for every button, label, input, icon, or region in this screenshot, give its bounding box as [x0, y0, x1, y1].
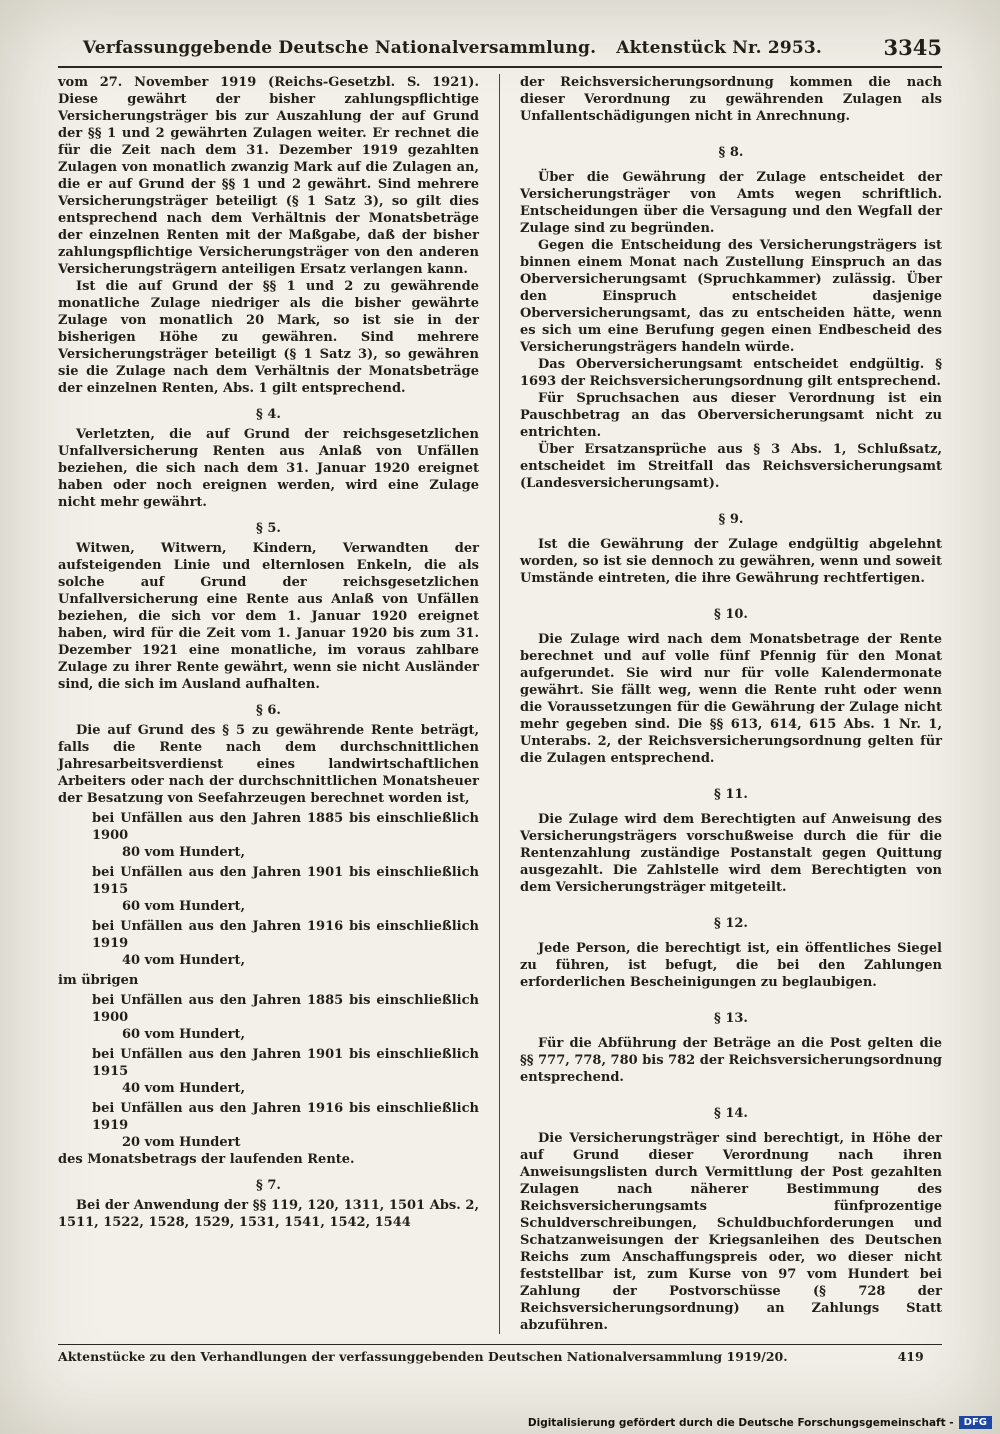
text-columns [58, 74, 942, 1334]
page-number: 3345 [883, 35, 942, 60]
section-heading: § 5. [256, 521, 281, 536]
list-value: 60 vom Hundert, [122, 1027, 246, 1042]
paragraph: Witwen, Witwern, Kindern, Verwandten der aufsteigenden Linie und elternlosen Enkeln, die als solche auf Grund der reichsgesetzlichen Unfallversicherung eine Rente aus Anlaß von Unfällen beziehen, die sich vor dem 1. Januar 1920 ereignet haben, wird für die Zeit vom 1. Januar 1920 bis zum 31. Dezember 1921 eine monatliche, im voraus zahlbare Zulage zu ihrer Rente gewährt, wenn sie nicht Ausländer sind, die sich im Ausland aufhalten. [58, 541, 479, 692]
section-heading: § 14. [714, 1106, 748, 1121]
paragraph: der Reichsversicherungsordnung kommen die nach dieser Verordnung zu gewährenden Zulagen als Unfallentschädigungen nicht in Anrechnung. [520, 75, 942, 124]
paragraph: Gegen die Entscheidung des Versicherungsträgers ist binnen einem Monat nach Zustellung Einspruch an das Oberversicherungsamt (Spruchkammer) zulässig. Über den Einspruch entscheidet dasjenige Oberversicherungsamt, das zu entscheiden hätte, wenn es sich um eine Berufung gegen einen Endbescheid des Versicherungsträgers handeln würde. [520, 238, 942, 355]
list-item: bei Unfällen aus den Jahren 1916 bis einschließlich 1919 [92, 1101, 479, 1133]
paragraph: Die Zulage wird dem Berechtigten auf Anweisung des Versicherungsträgers vorschußweise durch die für die Rentenzahlung zuständige Postanstalt gegen Quittung ausgezahlt. Die Zahlstelle wird dem Berechtigten von dem Versicherungsträger mitgeteilt. [520, 812, 942, 895]
footer-text: Aktenstücke zu den Verhandlungen der verfassunggebenden Deutschen Nationalversammlung 1919/20. [58, 1349, 788, 1364]
paragraph: des Monatsbetrags der laufenden Rente. [58, 1152, 355, 1167]
header-docnum: Aktenstück Nr. 2953. [616, 38, 823, 58]
paragraph: Für Spruchsachen aus dieser Verordnung ist ein Pauschbetrag an das Oberversicherungsamt nicht zu entrichten. [520, 391, 942, 440]
paragraph: Verletzten, die auf Grund der reichsgesetzlichen Unfallversicherung Renten aus Anlaß von Unfällen beziehen, die sich nach dem 31. Januar 1920 ereignet haben oder noch ereignen werden, wird eine Zulage nicht mehr gewährt. [58, 427, 479, 510]
section-heading: § 4. [256, 407, 281, 422]
page-footer [58, 1344, 942, 1364]
credit-text: Digitalisierung gefördert durch die Deutsche Forschungsgemeinschaft - [527, 1416, 954, 1429]
section-heading: § 6. [256, 703, 281, 718]
list-item: bei Unfällen aus den Jahren 1885 bis einschließlich 1900 [92, 811, 479, 843]
list-value: 60 vom Hundert, [122, 899, 246, 914]
paragraph: Ist die Gewährung der Zulage endgültig abgelehnt worden, so ist sie dennoch zu gewähren, wenn und soweit Umstände eintreten, die ihre Gewährung rechtfertigen. [520, 537, 942, 586]
header-title: Verfassunggebende Deutsche Nationalversammlung. [82, 38, 597, 58]
list-value: 40 vom Hundert, [122, 1081, 246, 1096]
section-heading: § 11. [714, 787, 748, 802]
paragraph: Das Oberversicherungsamt entscheidet endgültig. § 1693 der Reichsversicherungsordnung gilt entsprechend. [520, 357, 942, 389]
list-value: 40 vom Hundert, [122, 953, 246, 968]
header-title-row [58, 38, 847, 58]
footer-number: 419 [897, 1349, 924, 1364]
section-heading: § 10. [714, 607, 748, 622]
digitization-credit [528, 1416, 992, 1429]
list-item: bei Unfällen aus den Jahren 1916 bis einschließlich 1919 [92, 919, 479, 951]
list-item: bei Unfällen aus den Jahren 1901 bis einschließlich 1915 [92, 1047, 479, 1079]
paragraph: Die auf Grund des § 5 zu gewährende Rente beträgt, falls die Rente nach dem durchschnittlichen Jahresarbeitsverdienst eines landwirtschaftlichen Arbeiters oder nach der durchschnittlichen Monatsheuer der Besatzung von Seefahrzeugen berechnet worden ist, [58, 723, 479, 806]
paragraph: Die Zulage wird nach dem Monatsbetrage der Rente berechnet und auf volle fünf Pfennig für den Monat aufgerundet. Sie wird nur für volle Kalendermonate gewährt. Sie fällt weg, wenn die Rente ruht oder wenn die Voraussetzungen für die Gewährung der Zulage nicht mehr gegeben sind. Die §§ 613, 614, 615 Abs. 1 Nr. 1, Unterabs. 2, der Reichsversicherungsordnung gelten für die Zulagen entsprechend. [520, 632, 942, 766]
paragraph: Ist die auf Grund der §§ 1 und 2 zu gewährende monatliche Zulage niedriger als die bisher gewährte Zulage von monatlich 20 Mark, so ist sie in der bisherigen Höhe zu gewähren. Sind mehrere Versicherungsträger beteiligt (§ 1 Satz 3), so gewähren sie die Zulage nach dem Verhältnis der Monatsbeträge der einzelnen Renten, Abs. 1 gilt entsprechend. [58, 279, 479, 396]
right-column [500, 74, 942, 1334]
paragraph: Für die Abführung der Beträge an die Post gelten die §§ 777, 778, 780 bis 782 der Reichsversicherungsordnung entsprechend. [520, 1036, 942, 1085]
section-heading: § 12. [714, 916, 748, 931]
paragraph: im übrigen [58, 973, 139, 988]
paragraph: Die Versicherungsträger sind berechtigt, in Höhe der auf Grund dieser Verordnung nach ihren Anweisungslisten durch Vermittlung der Post gezahlten Zulagen nach näherer Bestimmung des Reichsversicherungsamts fünfprozentige Schuldverschreibungen, Schuldbuchforderungen und Schatzanweisungen der Kriegsanleihen des Deutschen Reichs zum Anschaffungspreis oder, wo dieser nicht feststellbar ist, zum Kurse von 97 vom Hundert bei Zahlung der Postvorschüsse (§ 728 der Reichsversicherungsordnung) an Zahlungs Statt abzuführen. [520, 1131, 942, 1333]
list-item: bei Unfällen aus den Jahren 1901 bis einschließlich 1915 [92, 865, 479, 897]
list-item: bei Unfällen aus den Jahren 1885 bis einschließlich 1900 [92, 993, 479, 1025]
paragraph: Jede Person, die berechtigt ist, ein öffentliches Siegel zu führen, ist befugt, die bei den Zahlungen erforderlichen Bescheinigungen zu beglaubigen. [520, 941, 942, 990]
left-column [58, 74, 500, 1334]
paragraph: Bei der Anwendung der §§ 119, 120, 1311, 1501 Abs. 2, 1511, 1522, 1528, 1529, 1531, 1541, 1542, 1544 [58, 1198, 479, 1230]
page-header [58, 34, 942, 68]
section-heading: § 13. [714, 1011, 748, 1026]
dfg-logo: DFG [959, 1416, 992, 1429]
list-value: 80 vom Hundert, [122, 845, 246, 860]
section-heading: § 8. [718, 145, 744, 160]
list-value: 20 vom Hundert [122, 1135, 241, 1150]
paragraph: Über die Gewährung der Zulage entscheidet der Versicherungsträger von Amts wegen schriftlich. Entscheidungen über die Versagung und den Wegfall der Zulage sind zu begründen. [520, 170, 942, 236]
paragraph: vom 27. November 1919 (Reichs-Gesetzbl. S. 1921). Diese gewährt der bisher zahlungspflichtige Versicherungsträger bis zur Auszahlung der auf Grund der §§ 1 und 2 gewährten Zulagen weiter. Er rechnet die für die Zeit nach dem 31. Dezember 1919 gezahlten Zulagen von monatlich zwanzig Mark auf die Zulagen an, die er auf Grund der §§ 1 und 2 gewährt. Sind mehrere Versicherungsträger beteiligt (§ 1 Satz 3), so gilt dies entsprechend nach dem Verhältnis der Monatsbeträge der einzelnen Renten mit der Maßgabe, daß der bisher zahlungspflichtige Versicherungsträger von den anderen Versicherungsträgern anteiligen Ersatz verlangen kann. [58, 75, 479, 277]
section-heading: § 9. [718, 512, 744, 527]
paragraph: Über Ersatzansprüche aus § 3 Abs. 1, Schlußsatz, entscheidet im Streitfall das Reichsversicherungsamt (Landesversicherungsamt). [520, 442, 942, 491]
section-heading: § 7. [256, 1178, 281, 1193]
